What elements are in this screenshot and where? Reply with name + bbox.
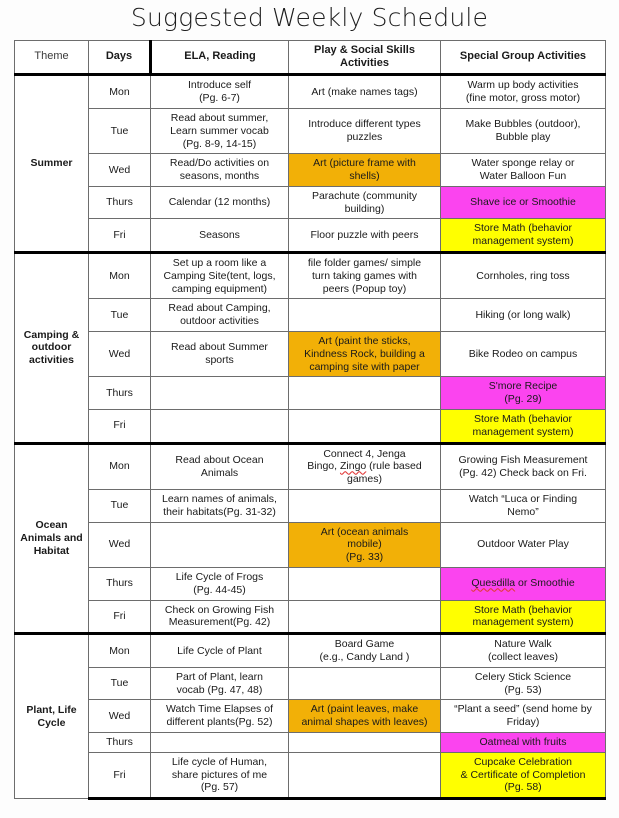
ela-reading-cell: Check on Growing Fish Measurement(Pg. 42) [151,600,289,634]
day-cell-fri: Fri [89,600,151,634]
ela-reading-cell: Calendar (12 months) [151,186,289,219]
table-row [15,108,606,153]
play-social-skills-cell [289,752,441,798]
play-social-skills-cell [289,568,441,601]
spellcheck-underlined-word: Zingo [339,460,367,473]
table-row [15,634,606,668]
ela-reading-cell: Life Cycle of Plant [151,634,289,668]
day-cell-thurs: Thurs [89,568,151,601]
ela-reading-cell [151,732,289,752]
play-social-skills-cell: Floor puzzle with peers [289,219,441,253]
spellcheck-underlined-word: Quesdilla [471,577,516,590]
play-social-skills-cell: Art (make names tags) [289,75,441,109]
special-group-activities-cell: Celery Stick Science (Pg. 53) [441,667,606,700]
play-social-skills-cell: Connect 4, Jenga Bingo, Zingo (rule based games) [289,443,441,489]
special-group-activities-cell: Cupcake Celebration & Certificate of Completion (Pg. 58) [441,752,606,798]
table-row [15,568,606,601]
play-social-skills-cell [289,600,441,634]
day-cell-wed: Wed [89,154,151,187]
play-social-skills-cell [289,410,441,444]
table-row [15,600,606,634]
table-row [15,377,606,410]
day-cell-fri: Fri [89,410,151,444]
table-row [15,752,606,798]
day-cell-mon: Mon [89,75,151,109]
special-group-activities-cell: Bike Rodeo on campus [441,332,606,377]
play-social-skills-cell: Art (paint the sticks, Kindness Rock, building a camping site with paper [289,332,441,377]
play-social-skills-cell [289,667,441,700]
day-cell-thurs: Thurs [89,732,151,752]
play-social-skills-cell: Parachute (community building) [289,186,441,219]
ela-reading-cell: Watch Time Elapses of different plants(Pg. 52) [151,700,289,733]
day-cell-thurs: Thurs [89,186,151,219]
day-cell-tue: Tue [89,667,151,700]
play-social-skills-cell [289,732,441,752]
ela-reading-cell [151,377,289,410]
table-row [15,154,606,187]
table-row [15,219,606,253]
play-social-skills-cell [289,377,441,410]
day-cell-wed: Wed [89,522,151,567]
special-group-activities-cell: S'more Recipe (Pg. 29) [441,377,606,410]
ela-reading-cell: Read about Camping, outdoor activities [151,299,289,332]
ela-reading-cell: Seasons [151,219,289,253]
ela-reading-cell: Life cycle of Human, share pictures of me (Pg. 57) [151,752,289,798]
theme-cell-summer: Summer [15,75,89,253]
table-row [15,332,606,377]
special-group-activities-cell: Outdoor Water Play [441,522,606,567]
ela-reading-cell: Set up a room like a Camping Site(tent, logs, camping equipment) [151,253,289,299]
special-group-activities-cell: Growing Fish Measurement (Pg. 42) Check back on Fri. [441,443,606,489]
table-row [15,522,606,567]
day-cell-tue: Tue [89,299,151,332]
special-group-activities-cell: Cornholes, ring toss [441,253,606,299]
table-header [15,40,606,75]
play-social-skills-cell: Art (picture frame with shells) [289,154,441,187]
play-social-skills-cell: file folder games/ simple turn taking games with peers (Popup toy) [289,253,441,299]
special-group-activities-cell: Store Math (behavior management system) [441,410,606,444]
play-social-skills-cell [289,490,441,523]
play-social-skills-cell: Board Game (e.g., Candy Land ) [289,634,441,668]
column-header-theme: Theme [15,40,89,75]
ela-reading-cell: Life Cycle of Frogs (Pg. 44-45) [151,568,289,601]
column-header-play-social-skills: Play & Social Skills Activities [289,40,441,75]
table-row [15,490,606,523]
ela-reading-cell: Read about summer, Learn summer vocab (Pg. 8-9, 14-15) [151,108,289,153]
ela-reading-cell [151,522,289,567]
column-header-special-group-activities: Special Group Activities [441,40,606,75]
day-cell-thurs: Thurs [89,377,151,410]
table-row [15,732,606,752]
ela-reading-cell [151,410,289,444]
table-body [15,75,606,799]
special-group-activities-cell: “Plant a seed” (send home by Friday) [441,700,606,733]
table-row [15,700,606,733]
special-group-activities-cell: Water sponge relay or Water Balloon Fun [441,154,606,187]
column-header-ela-reading: ELA, Reading [151,40,289,75]
column-header-days: Days [89,40,151,75]
special-group-activities-cell: Make Bubbles (outdoor), Bubble play [441,108,606,153]
play-social-skills-cell [289,299,441,332]
special-group-activities-cell: Store Math (behavior management system) [441,219,606,253]
special-group-activities-cell: Store Math (behavior management system) [441,600,606,634]
table-row [15,75,606,109]
play-social-skills-cell: Art (paint leaves, make animal shapes with leaves) [289,700,441,733]
special-group-activities-cell: Shave ice or Smoothie [441,186,606,219]
day-cell-mon: Mon [89,253,151,299]
ela-reading-cell: Learn names of animals, their habitats(Pg. 31-32) [151,490,289,523]
weekly-schedule-table [14,40,606,801]
table-row [15,443,606,489]
theme-cell-plant-life-cycle: Plant, Life Cycle [15,634,89,799]
table-row [15,253,606,299]
special-group-activities-cell: Watch “Luca or Finding Nemo” [441,490,606,523]
day-cell-mon: Mon [89,443,151,489]
day-cell-wed: Wed [89,332,151,377]
day-cell-mon: Mon [89,634,151,668]
day-cell-fri: Fri [89,219,151,253]
play-social-skills-cell: Introduce different types puzzles [289,108,441,153]
table-row [15,410,606,444]
ela-reading-cell: Introduce self (Pg. 6-7) [151,75,289,109]
play-social-skills-cell: Art (ocean animals mobile) (Pg. 33) [289,522,441,567]
special-group-activities-cell: Nature Walk (collect leaves) [441,634,606,668]
day-cell-tue: Tue [89,490,151,523]
table-row [15,186,606,219]
ela-reading-cell: Read about Ocean Animals [151,443,289,489]
special-group-activities-cell: Hiking (or long walk) [441,299,606,332]
table-row [15,299,606,332]
ela-reading-cell: Part of Plant, learn vocab (Pg. 47, 48) [151,667,289,700]
ela-reading-cell: Read/Do activities on seasons, months [151,154,289,187]
day-cell-fri: Fri [89,752,151,798]
special-group-activities-cell: Oatmeal with fruits [441,732,606,752]
special-group-activities-cell: Warm up body activities (fine motor, gross motor) [441,75,606,109]
theme-cell-camping-outdoor-activities: Camping & outdoor activities [15,253,89,444]
day-cell-wed: Wed [89,700,151,733]
special-group-activities-cell: Quesdilla or Smoothie [441,568,606,601]
ela-reading-cell: Read about Summer sports [151,332,289,377]
table-row [15,667,606,700]
day-cell-tue: Tue [89,108,151,153]
header-row [15,40,606,75]
page-title: Suggested Weekly Schedule [130,3,489,32]
theme-cell-ocean-animals-and-habitat: Ocean Animals and Habitat [15,443,89,634]
